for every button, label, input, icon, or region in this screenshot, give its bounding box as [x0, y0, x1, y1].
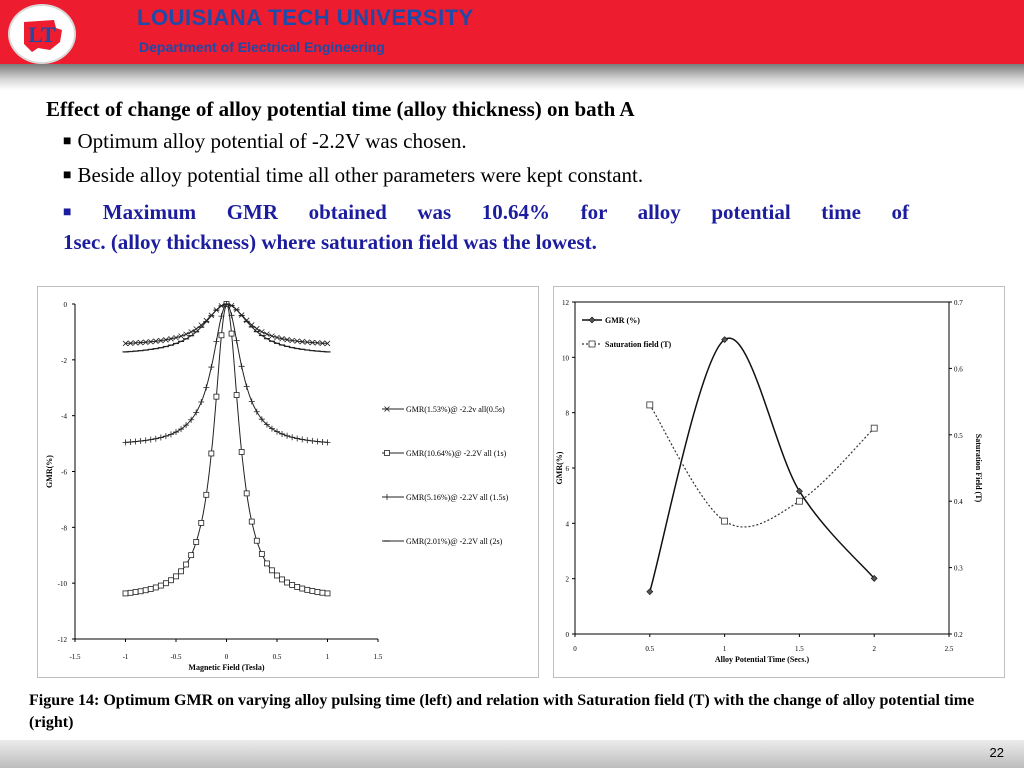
series-point — [295, 584, 300, 589]
y-tick-label: 10 — [562, 354, 569, 363]
x-tick-label: 0.5 — [645, 645, 655, 653]
legend-swatch-marker — [385, 451, 390, 456]
y2-tick-label: 0.4 — [954, 498, 963, 507]
series-point — [128, 439, 134, 445]
series-point — [194, 539, 199, 544]
series-point — [309, 438, 315, 444]
left-chart-frame — [37, 286, 539, 678]
series-point — [148, 437, 154, 443]
y-tick-label: -4 — [61, 412, 67, 421]
series-point — [133, 590, 138, 595]
series-point — [289, 434, 295, 440]
y-tick-label: 4 — [565, 520, 569, 529]
series-point — [259, 329, 264, 334]
series-point — [275, 573, 280, 578]
saturation-series-line — [650, 405, 874, 527]
series-point — [203, 384, 209, 390]
series-point — [285, 580, 290, 585]
legend-swatch-marker — [589, 341, 595, 347]
x-tick-label: 1.5 — [373, 653, 383, 661]
series-point — [239, 449, 244, 454]
x-tick-label: 0 — [224, 653, 229, 661]
y-tick-label: 0 — [565, 631, 569, 639]
y-tick-label: -8 — [61, 524, 67, 533]
bullet-square-icon: ■ — [63, 134, 72, 149]
series-point — [199, 520, 204, 525]
series-point — [158, 583, 163, 588]
department-name: Department of Electrical Engineering — [139, 39, 385, 55]
series-point — [179, 334, 184, 339]
bullet-square-icon: ■ — [63, 205, 97, 220]
header-gradient-strip — [0, 64, 1024, 90]
saturation-point — [722, 518, 728, 524]
x-tick-label: 0.5 — [272, 653, 282, 661]
series-point — [153, 436, 159, 442]
page-number: 22 — [989, 745, 1004, 760]
series-point — [153, 585, 158, 590]
x-tick-label: 0 — [573, 645, 577, 653]
series-point — [294, 435, 300, 441]
bullet-1 — [63, 129, 467, 154]
y-tick-label: -10 — [57, 580, 67, 589]
y2-axis-title: Saturation Field (T) — [974, 433, 983, 503]
series-point — [325, 439, 331, 445]
legend-label: GMR(5.16%)@ -2.2V all (1.5s) — [406, 493, 509, 502]
series-point — [300, 586, 305, 591]
series-point — [133, 439, 139, 445]
bullet-3-text-line2: 1sec. (alloy thickness) where saturation field was the lowest. — [63, 230, 597, 254]
x-tick-label: 1 — [325, 653, 330, 661]
bullet-3-text-line1: Maximum GMR obtained was 10.64% for alloy potential time of — [102, 200, 909, 224]
legend-label: GMR(10.64%)@ -2.2V all (1s) — [406, 449, 507, 458]
series-point — [189, 553, 194, 558]
series-point — [254, 409, 260, 415]
series-point — [299, 436, 305, 442]
series-point — [234, 393, 239, 398]
series-point — [234, 338, 240, 344]
series-point — [264, 561, 269, 566]
saturation-point — [647, 402, 653, 408]
bullet-2-text: Beside alloy potential time all other parameters were kept constant. — [77, 163, 644, 187]
series-point — [310, 588, 315, 593]
legend-swatch-marker — [384, 494, 390, 500]
university-name: LOUISIANA TECH UNIVERSITY — [137, 5, 474, 30]
series-point — [184, 332, 189, 337]
series-point — [319, 439, 325, 445]
figure-caption: Figure 14: Optimum GMR on varying alloy pulsing time (left) and relation with Saturation field (T) with the change of alloy potential time (right) — [29, 692, 975, 731]
bullet-square-icon: ■ — [63, 168, 72, 183]
series-point — [184, 562, 189, 567]
series-point — [290, 582, 295, 587]
series-point — [320, 590, 325, 595]
bullet-2 — [63, 163, 643, 188]
legend-swatch-marker — [589, 317, 595, 323]
series-point — [269, 568, 274, 573]
series-point — [239, 363, 245, 369]
series-point — [123, 591, 128, 596]
x-axis-title: Magnetic Field (Tesla) — [188, 663, 265, 672]
x-tick-label: 2 — [872, 645, 876, 653]
series-point — [249, 519, 254, 524]
left-chart — [38, 287, 538, 677]
logo-letters: LT — [28, 22, 56, 47]
series-point — [219, 333, 224, 338]
series-point — [249, 398, 255, 404]
university-logo — [10, 6, 74, 62]
series-point — [128, 590, 133, 595]
series-point — [213, 338, 219, 344]
series-point — [193, 409, 199, 415]
footer-bar — [0, 740, 1024, 768]
y2-tick-label: 0.2 — [954, 631, 963, 639]
series-point — [198, 399, 204, 405]
x-tick-label: -1.5 — [69, 653, 81, 661]
x-axis-title: Alloy Potential Time (Secs.) — [714, 655, 810, 664]
series-point — [158, 435, 164, 441]
series-point — [148, 586, 153, 591]
series-point — [143, 437, 149, 443]
right-chart-frame — [553, 286, 1005, 678]
series-point — [244, 491, 249, 496]
y2-tick-label: 0.5 — [954, 431, 963, 440]
x-tick-label: 2.5 — [944, 645, 954, 653]
y-axis-title: GMR(%) — [555, 451, 564, 485]
series-point — [189, 329, 194, 334]
x-tick-label: -1 — [122, 653, 129, 661]
series-line — [126, 304, 328, 343]
gmr-point — [647, 589, 653, 595]
legend-label: GMR(2.01%)@ -2.2V all (2s) — [406, 537, 503, 546]
legend-label: GMR (%) — [605, 316, 640, 325]
series-line — [126, 304, 328, 593]
y2-tick-label: 0.7 — [954, 299, 963, 307]
y-tick-label: 12 — [562, 299, 569, 307]
bullet-1-text: Optimum alloy potential of -2.2V was chosen. — [77, 129, 467, 153]
x-tick-label: 1.5 — [795, 645, 804, 653]
x-tick-label: -0.5 — [170, 653, 182, 661]
y-axis-title: GMR(%) — [45, 455, 54, 488]
y-tick-label: -12 — [57, 636, 67, 644]
legend-label: GMR(1.53%)@ -2.2v all(0.5s) — [406, 405, 505, 414]
series-point — [259, 551, 264, 556]
series-point — [168, 578, 173, 583]
series-point — [214, 394, 219, 399]
series-point — [305, 587, 310, 592]
series-line — [126, 304, 328, 442]
saturation-point — [871, 425, 877, 431]
series-point — [315, 589, 320, 594]
series-point — [174, 574, 179, 579]
series-point — [314, 438, 320, 444]
y2-tick-label: 0.3 — [954, 564, 963, 573]
series-point — [138, 438, 144, 444]
y2-tick-label: 0.6 — [954, 365, 963, 374]
y-tick-label: 2 — [565, 575, 569, 584]
saturation-point — [796, 498, 802, 504]
series-point — [138, 589, 143, 594]
series-point — [209, 451, 214, 456]
series-point — [208, 364, 214, 370]
series-point — [280, 577, 285, 582]
right-chart — [554, 287, 1004, 677]
series-point — [204, 492, 209, 497]
y-tick-label: -2 — [61, 356, 67, 365]
series-point — [325, 591, 330, 596]
series-point — [254, 538, 259, 543]
series-point — [264, 332, 269, 337]
bullet-3 — [63, 196, 909, 232]
series-line — [126, 304, 328, 352]
x-tick-label: 1 — [722, 645, 727, 653]
series-point — [244, 384, 250, 390]
series-point — [143, 588, 148, 593]
series-point — [229, 331, 234, 336]
series-point — [163, 581, 168, 586]
y-tick-label: 8 — [565, 409, 569, 418]
slide-title: Effect of change of alloy potential time (alloy thickness) on bath A — [46, 97, 635, 121]
y-tick-label: 6 — [565, 465, 569, 473]
series-point — [179, 569, 184, 574]
legend-label: Saturation field (T) — [605, 340, 672, 349]
series-point — [304, 437, 310, 443]
y-tick-label: 0 — [63, 301, 67, 309]
y-tick-label: -6 — [61, 468, 67, 477]
